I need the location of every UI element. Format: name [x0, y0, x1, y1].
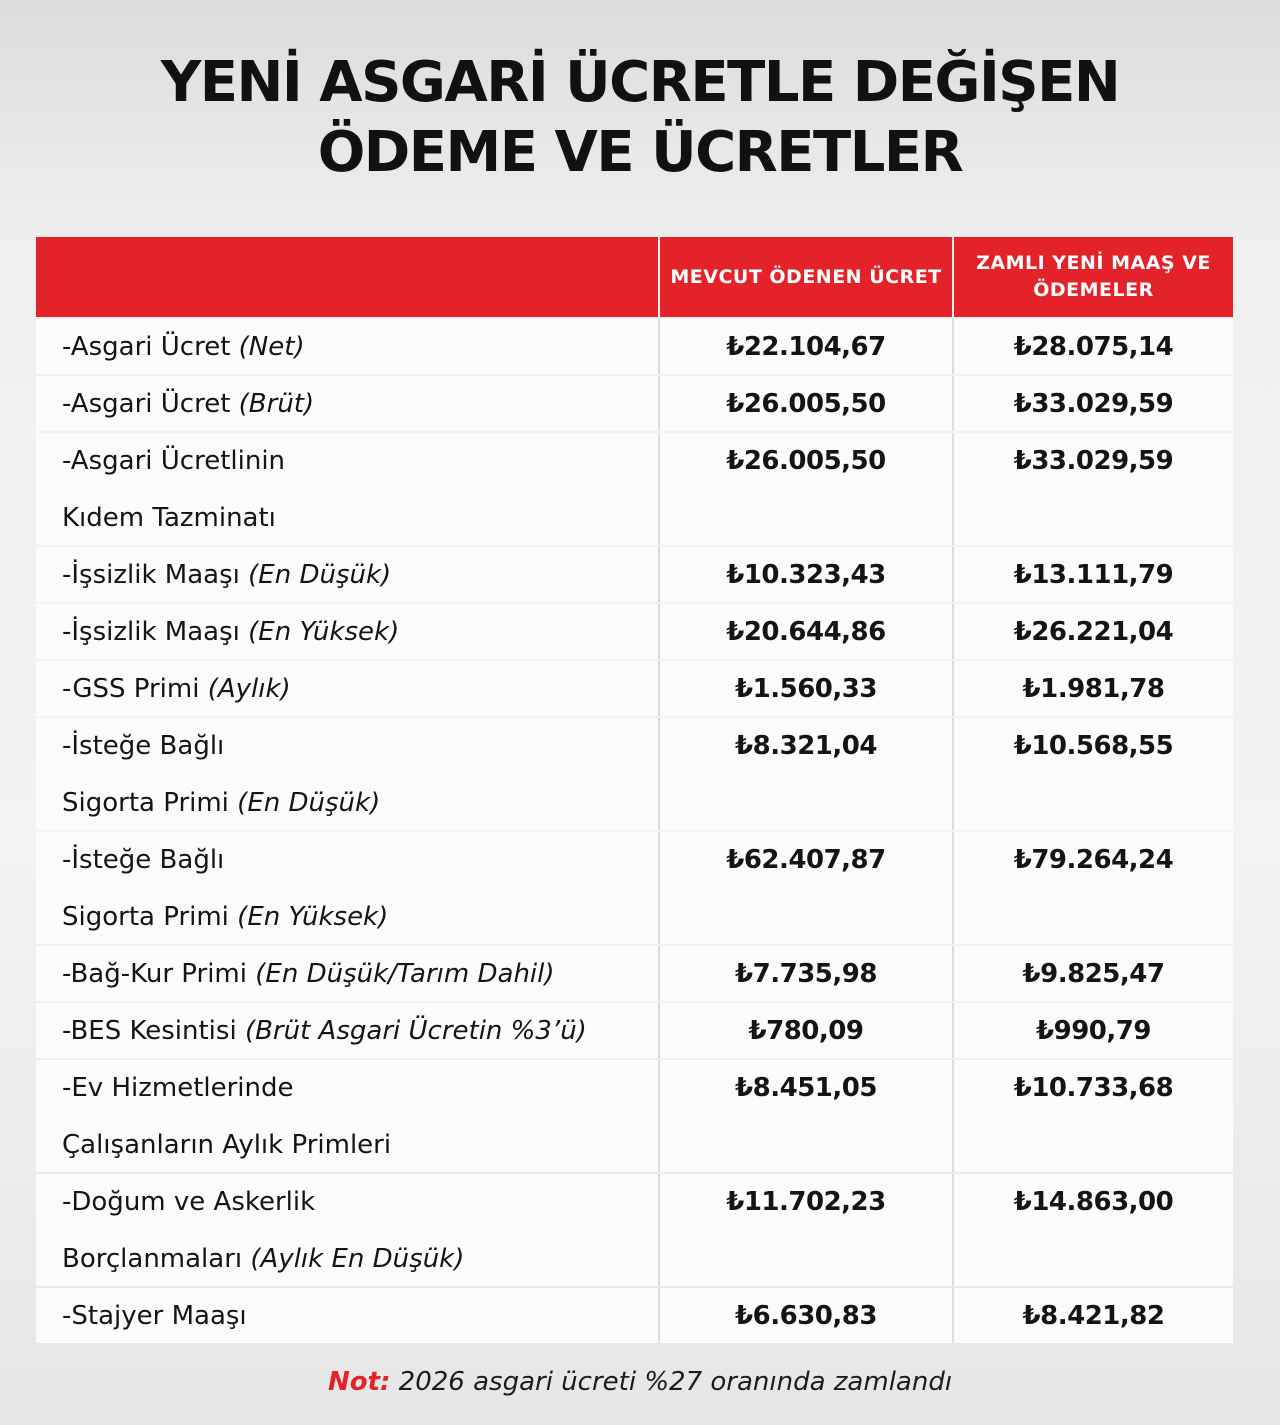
- row-label-text: -İşsizlik Maaşı: [62, 617, 249, 647]
- row-label-line-1: [62, 1003, 658, 1060]
- row-current-value: ₺26.005,50: [658, 376, 952, 431]
- row-label-line-2: [62, 775, 658, 832]
- row-label-text: -İşsizlik Maaşı: [62, 560, 249, 590]
- page-title: [0, 48, 1280, 188]
- row-label: [36, 433, 658, 545]
- row-label-line-1: [62, 832, 658, 889]
- row-current-value: ₺6.630,83: [658, 1288, 952, 1343]
- row-label-text: -Bağ-Kur Primi: [62, 959, 256, 989]
- table-row: [36, 376, 1233, 431]
- row-label-text: -İsteğe Bağlı: [62, 845, 225, 875]
- table-row: [36, 1060, 1233, 1172]
- row-label-qualifier: (En Düşük/Tarım Dahil): [255, 959, 555, 989]
- row-new-value: ₺990,79: [952, 1003, 1233, 1058]
- row-label: [36, 946, 658, 1001]
- row-label-text: Kıdem Tazminatı: [62, 503, 276, 533]
- row-current-value: ₺26.005,50: [658, 433, 952, 545]
- row-label-line-2: [62, 1231, 658, 1288]
- row-label-qualifier: (En Düşük): [248, 560, 392, 590]
- table-row: [36, 547, 1233, 602]
- table-header: [36, 237, 1233, 317]
- row-label: [36, 319, 658, 374]
- row-label-text: -GSS Primi: [62, 674, 208, 704]
- payments-table: [36, 237, 1233, 1343]
- row-label-line-1: [62, 946, 658, 1003]
- row-label-text: -Stajyer Maaşı: [62, 1301, 247, 1331]
- row-current-value: ₺62.407,87: [658, 832, 952, 944]
- row-label-line-2: [62, 490, 658, 547]
- row-new-value: ₺79.264,24: [952, 832, 1233, 944]
- row-new-value: ₺1.981,78: [952, 661, 1233, 716]
- row-label-text: -BES Kesintisi: [62, 1016, 245, 1046]
- row-label: [36, 376, 658, 431]
- footnote: [0, 1367, 1280, 1397]
- row-label-text: Sigorta Primi: [62, 788, 238, 818]
- title-line-2: ÖDEME VE ÜCRETLER: [317, 120, 963, 185]
- row-label: [36, 1174, 658, 1286]
- row-new-value: ₺10.733,68: [952, 1060, 1233, 1172]
- row-label-line-1: [62, 1060, 658, 1117]
- row-label: [36, 604, 658, 659]
- row-label-line-2: [62, 889, 658, 946]
- row-current-value: ₺1.560,33: [658, 661, 952, 716]
- row-label-qualifier: (Aylık): [207, 674, 291, 704]
- row-new-value: ₺13.111,79: [952, 547, 1233, 602]
- row-current-value: ₺780,09: [658, 1003, 952, 1058]
- row-label-qualifier: (Brüt): [238, 389, 315, 419]
- header-new-column: ZAMLI YENİ MAAŞ VE ÖDEMELER: [952, 237, 1233, 317]
- row-label-text: -Ev Hizmetlerinde: [62, 1073, 294, 1103]
- row-new-value: ₺26.221,04: [952, 604, 1233, 659]
- table-row: [36, 1288, 1233, 1343]
- header-current-column: MEVCUT ÖDENEN ÜCRET: [658, 237, 952, 317]
- row-label-qualifier: (En Yüksek): [248, 617, 400, 647]
- title-line-1: YENİ ASGARİ ÜCRETLE DEĞİŞEN: [160, 50, 1120, 115]
- row-label-text: Sigorta Primi: [62, 902, 238, 932]
- row-label: [36, 1003, 658, 1058]
- table-body: [36, 319, 1233, 1343]
- row-label: [36, 832, 658, 944]
- row-label-line-1: [62, 661, 658, 718]
- row-label-qualifier: (Aylık En Düşük): [250, 1244, 465, 1274]
- table-row: [36, 832, 1233, 944]
- row-new-value: ₺10.568,55: [952, 718, 1233, 830]
- row-new-value: ₺14.863,00: [952, 1174, 1233, 1286]
- header-label-column: [36, 237, 658, 317]
- row-label-qualifier: (En Yüksek): [237, 902, 389, 932]
- row-label-text: Borçlanmaları: [62, 1244, 251, 1274]
- row-label: [36, 1060, 658, 1172]
- row-label-line-1: [62, 376, 658, 433]
- row-new-value: ₺28.075,14: [952, 319, 1233, 374]
- row-label-line-1: [62, 604, 658, 661]
- row-current-value: ₺20.644,86: [658, 604, 952, 659]
- row-label-text: -Asgari Ücret: [62, 389, 239, 419]
- row-label-line-2: [62, 1117, 658, 1174]
- row-label: [36, 1288, 658, 1343]
- table-row: [36, 604, 1233, 659]
- table-row: [36, 1174, 1233, 1286]
- row-label-line-1: [62, 319, 658, 376]
- row-label-line-1: [62, 718, 658, 775]
- row-label-text: -Doğum ve Askerlik: [62, 1187, 316, 1217]
- table-row: [36, 946, 1233, 1001]
- row-current-value: ₺10.323,43: [658, 547, 952, 602]
- row-current-value: ₺22.104,67: [658, 319, 952, 374]
- table-row: [36, 718, 1233, 830]
- row-label-line-1: [62, 1288, 658, 1345]
- row-new-value: ₺33.029,59: [952, 433, 1233, 545]
- row-label-text: -Asgari Ücret: [62, 332, 239, 362]
- row-label-qualifier: (En Düşük): [237, 788, 381, 818]
- table-row: [36, 661, 1233, 716]
- table-row: [36, 1003, 1233, 1058]
- table-row: [36, 433, 1233, 545]
- footnote-prefix: Not:: [327, 1367, 391, 1397]
- row-current-value: ₺11.702,23: [658, 1174, 952, 1286]
- row-new-value: ₺9.825,47: [952, 946, 1233, 1001]
- row-label: [36, 547, 658, 602]
- row-label: [36, 661, 658, 716]
- row-label-text: -Asgari Ücretlinin: [62, 446, 286, 476]
- row-label-qualifier: (Net): [238, 332, 305, 362]
- row-label-text: -İsteğe Bağlı: [62, 731, 225, 761]
- row-current-value: ₺7.735,98: [658, 946, 952, 1001]
- row-label-text: Çalışanların Aylık Primleri: [62, 1130, 392, 1160]
- row-current-value: ₺8.321,04: [658, 718, 952, 830]
- footnote-text: 2026 asgari ücreti %27 oranında zamlandı: [390, 1367, 953, 1397]
- row-new-value: ₺33.029,59: [952, 376, 1233, 431]
- table-row: [36, 319, 1233, 374]
- row-current-value: ₺8.451,05: [658, 1060, 952, 1172]
- row-new-value: ₺8.421,82: [952, 1288, 1233, 1343]
- row-label-line-1: [62, 433, 658, 490]
- row-label-line-1: [62, 547, 658, 604]
- row-label-line-1: [62, 1174, 658, 1231]
- row-label: [36, 718, 658, 830]
- row-label-qualifier: (Brüt Asgari Ücretin %3’ü): [244, 1016, 587, 1046]
